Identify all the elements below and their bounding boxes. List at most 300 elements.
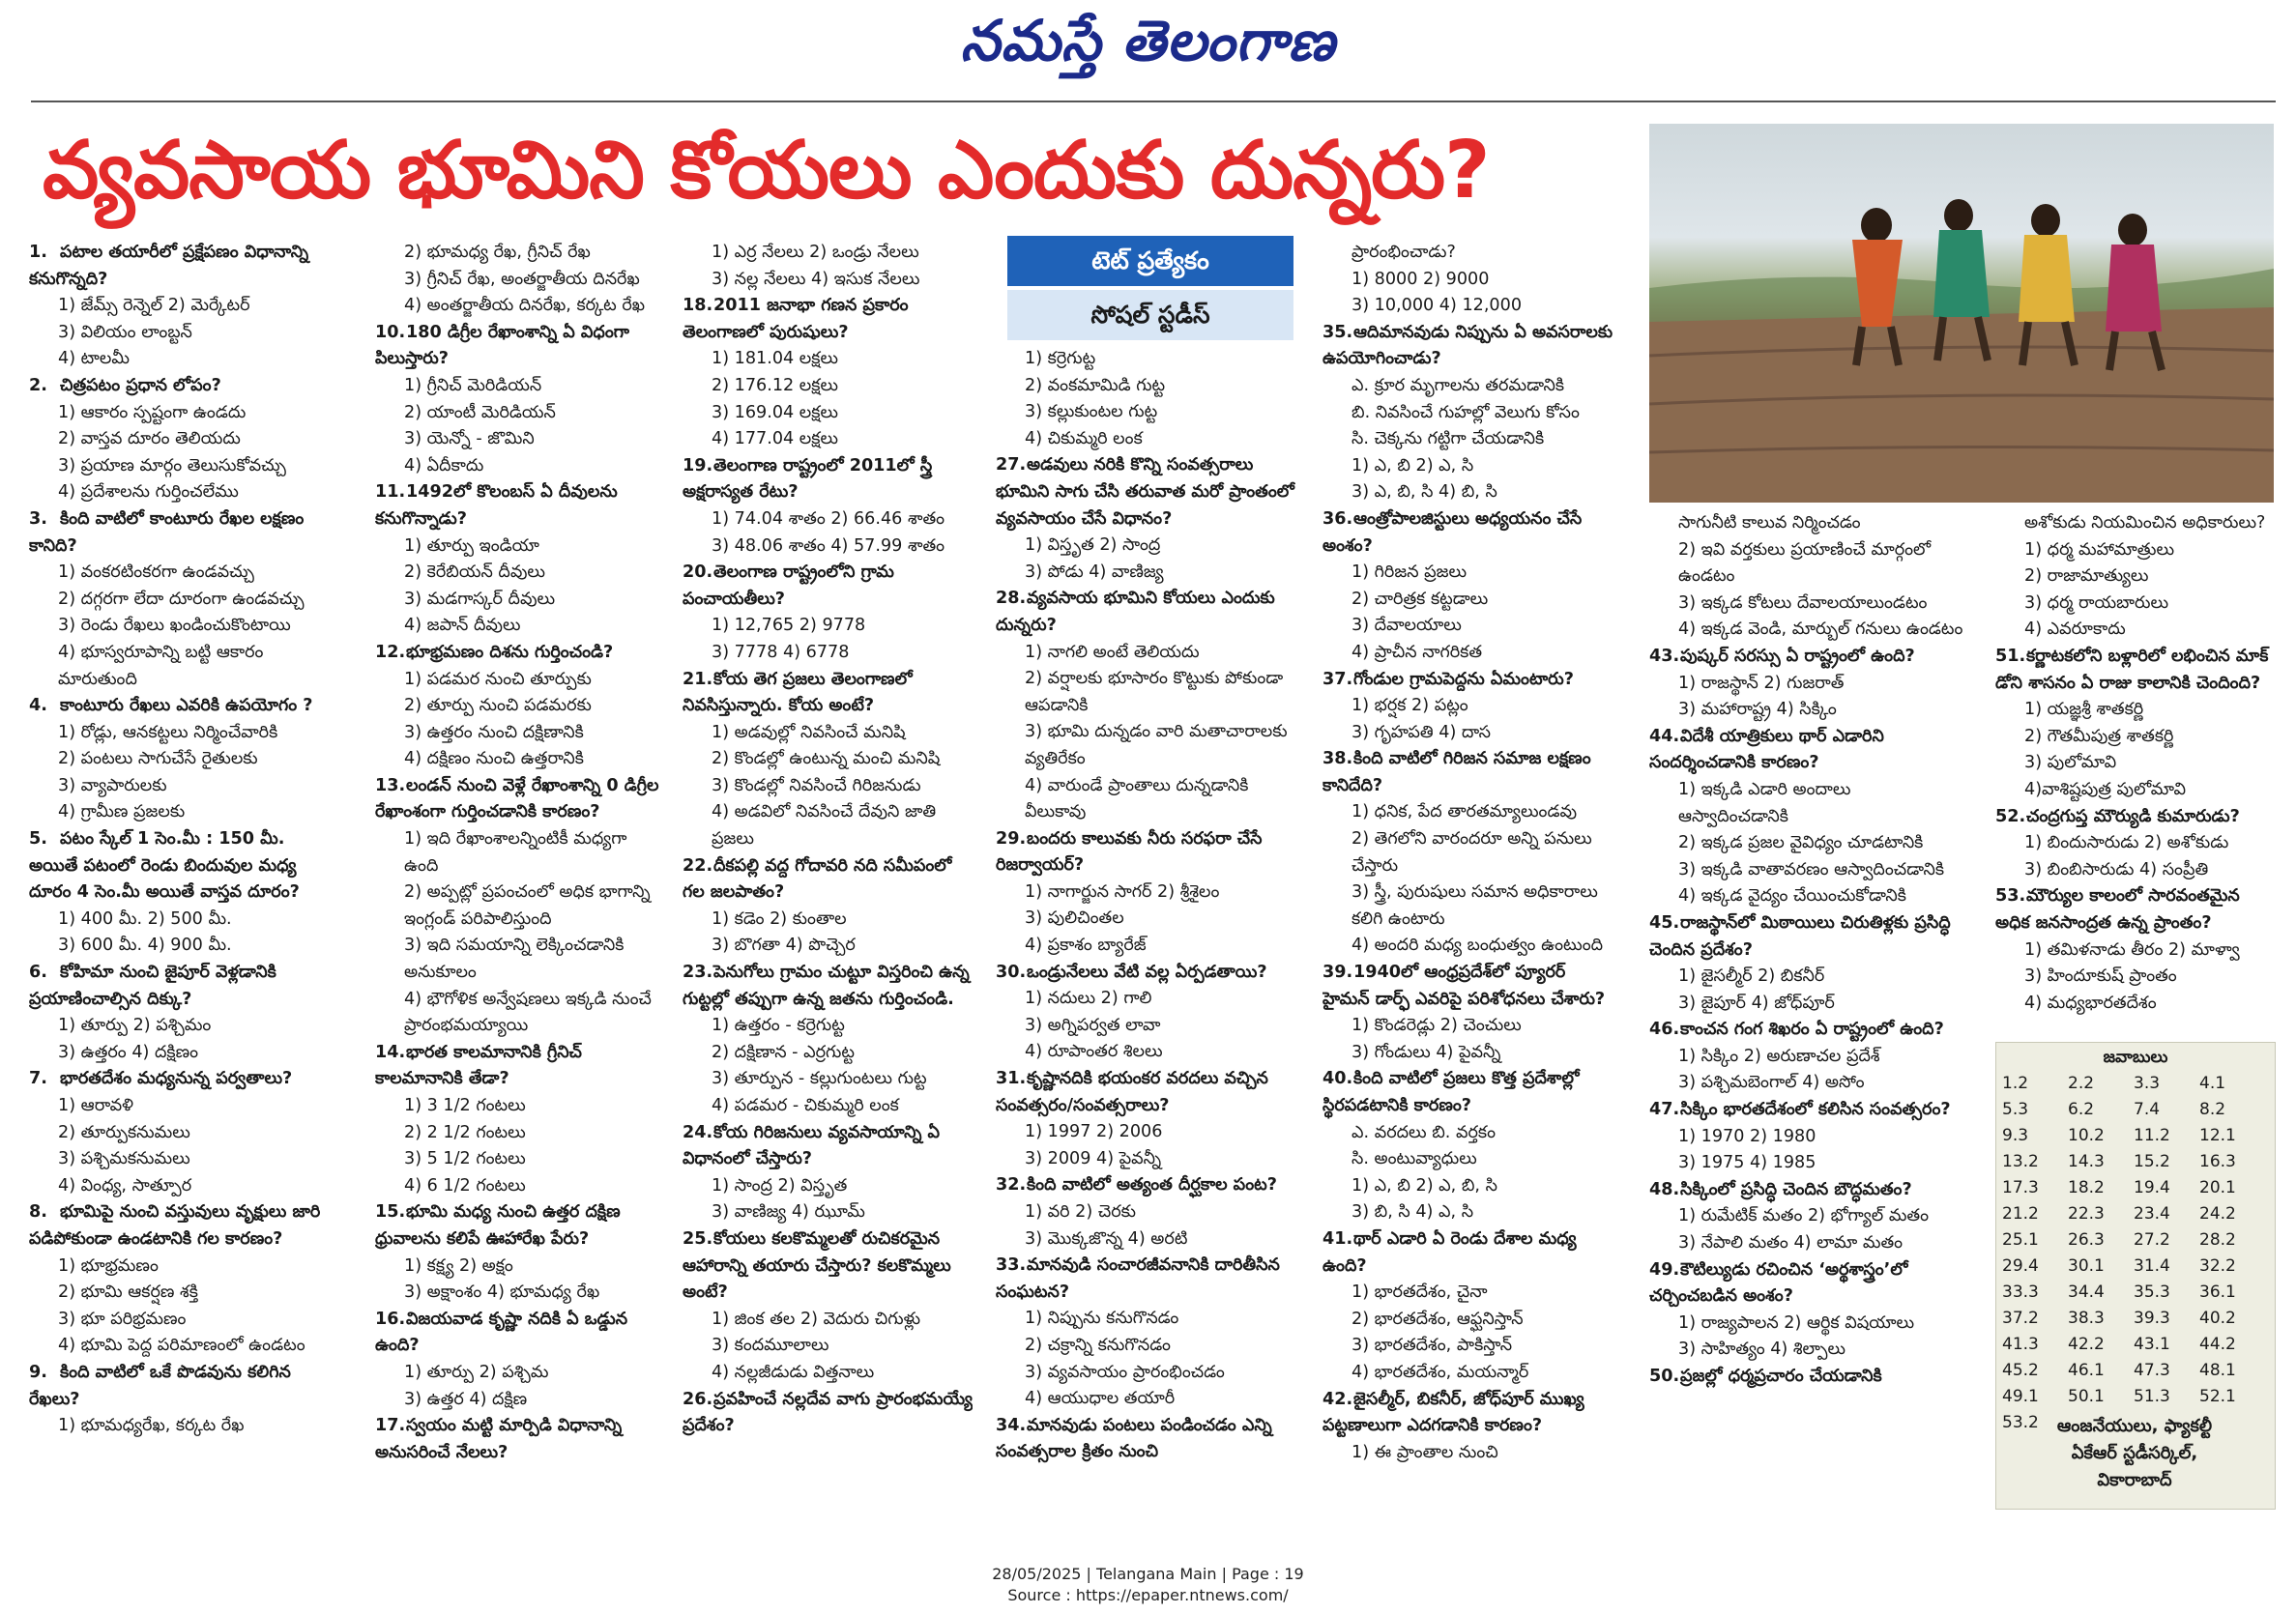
answer-option: 3) పులోమావి [2024,753,2117,773]
question-text: 1940లో ఆంధ్రప్రదేశ్‌లో ప్యూరర్ హైమన్ డార్ఫ్ ఎవరిపై పరిశోధనలు చేశారు? [1322,963,1606,1009]
question-number: 40. [1322,1069,1353,1089]
answer-option: 4) ఆయుధాల తయారీ [1025,1389,1176,1409]
question-text: కర్ణాటకలోని బళ్లారిలో లభించిన మాక్ డోని శాసనం ఏ రాజు కాలానికి చెందింది? [1995,646,2269,693]
question-text: పెనుగోలు గ్రామం చుట్టూ విస్తరించి ఉన్న గుట్టల్లో తప్పుగా ఉన్న జతను గుర్తించండి. [683,963,970,1009]
answer-option: 4) అందరి మధ్య బంధుత్వం ఉంటుంది [1351,936,1604,956]
answer-option: 1) రోడ్లు, ఆనకట్టలు నిర్మించేవారికి [58,722,278,742]
answer-option: 3) వాణిజ్య 4) ఝూమ్ [712,1202,865,1223]
answer-option: 3) ఇక్కడ కోటలు దేవాలయాలుండటం [1678,592,1928,613]
answer-option: 1) తూర్పు 2) పశ్చిమం [58,1016,212,1036]
question-text: సిక్కింలో ప్రసిద్ధి చెందిన బౌద్ధమతం? [1680,1179,1912,1199]
answer-key-cell: 53.2 [2002,1412,2039,1432]
answer-key-cell: 24.2 [2199,1203,2236,1224]
answer-option: 3) కందమూలాలు [712,1336,829,1356]
answer-key-row [2002,1357,2265,1383]
answer-option: 3) మహారాష్ట్ర 4) సిక్కిం [1678,700,1837,720]
answer-option: 2) భూమధ్య రేఖ, గ్రీనిచ్ రేఖ [404,243,591,262]
newspaper-masthead: నమస్తే తెలంగాణ [960,8,1336,73]
answer-option: 3) హిందూకుష్ ప్రాంతం [2024,966,2177,987]
answer-option: 1) 12,765 2) 9778 [712,616,866,636]
question-item [29,960,331,1013]
question-number: 4. [29,696,47,716]
answer-option: 2) రాజామాత్యులు [2024,566,2149,587]
answer-option: 4) మధ్యభారతదేశం [2024,993,2157,1013]
answer-key-cell: 36.1 [2199,1282,2236,1302]
question-text: థార్ ఎడారి ఏ రెండు దేశాల మధ్య ఉంది? [1322,1228,1577,1276]
question-text: భారతదేశం మధ్యనున్న పర్వతాలు? [60,1069,293,1089]
answer-option: 3) ఎ, బి, సి 4) బి, సి [1351,482,1497,503]
question-text: కృష్ణానదికి భయంకర వరదలు వచ్చిన సంవత్సరం/సంవత్సరాలు? [996,1069,1268,1115]
answer-option: 1) కడెం 2) కుంతాల [712,908,847,929]
answer-option: 1) బిందుసారుడు 2) అశోకుడు [2024,833,2229,853]
answer-option: 1) నదులు 2) గాలి [1025,989,1152,1009]
question-text: కౌటిల్యుడు రచించిన ‘అర్థశాస్త్రం’లో చర్చించబడిన అంశం? [1649,1259,1908,1307]
answer-option: 4) అడవిలో నివసించే దేవుని జాతి ప్రజలు [712,802,937,850]
answer-option: 2) భారతదేశం, ఆఫ్ఘనిస్తాన్ [1351,1309,1524,1329]
question-number: 41. [1322,1228,1353,1249]
question-number: 30. [996,962,1027,982]
answer-option: 4) నల్లజీడుడు విత్తనాలు [712,1362,875,1382]
answer-option: 3) ధర్మ రాయబారులు [2024,592,2169,613]
question-text: చంద్రగుప్త మౌర్యుడి కుమారుడు? [2026,806,2240,826]
answer-key-table [2002,1070,2265,1435]
answer-option: 1) ఆరావళి [58,1096,134,1115]
answer-option: 1) భారతదేశం, చైనా [1351,1283,1488,1303]
answer-key-cell: 6.2 [2068,1099,2095,1119]
question-text: గోండుల గ్రామపెద్దను ఏమంటారు? [1353,669,1574,689]
question-item [1649,724,1964,777]
question-text: ఆంత్రోపాలజిస్టులు అధ్యయనం చేసే అంశం? [1322,508,1583,556]
question-item [375,1040,659,1093]
answer-option: 3) గృహపతి 4) దాస [1351,722,1492,742]
answer-option: 1) గిరిజన ప్రజలు [1351,562,1468,583]
question-number: 44. [1649,726,1680,746]
question-item [29,373,331,400]
answer-option: 4) దక్షిణం నుంచి ఉత్తరానికి [404,749,584,769]
question-text: భూమిపై నుంచి వస్తువులు వృక్షులు జారి పడిపోకుండా ఉండటానికి గల కారణం? [29,1202,321,1249]
answer-option: 4) 177.04 లక్షలు [712,429,839,449]
answer-option: 3) 169.04 లక్షలు [712,402,839,422]
answer-option: 2) 2 1/2 గంటలు [404,1122,526,1142]
answer-key-row [2002,1148,2265,1174]
answer-key-cell: 30.1 [2068,1255,2105,1276]
question-text: కోహిమా నుంచి జైపూర్ వెళ్లడానికి ప్రయాణించాల్సిన దిక్కు? [29,963,276,1009]
answer-option: 4) ప్రకాశం బ్యారేజ్ [1025,936,1147,956]
author-credit-line: వికారాబాద్ [2097,1470,2172,1490]
question-text: అడవులు నరికి కొన్ని సంవత్సరాలు భూమిని సాగు చేసి తరువాత మరో ప్రాంతంలో వ్యవసాయం చేసే విధానం? [996,455,1294,529]
answer-key-cell: 3.3 [2134,1073,2161,1093]
question-item [683,667,973,720]
answer-key-cell: 17.3 [2002,1177,2039,1197]
answer-option: 3) వ్యవసాయం ప్రారంభించడం [1025,1362,1225,1382]
answer-option: 3) అక్షాంశం 4) భూమధ్య రేఖ [404,1283,600,1303]
question-item [375,1199,659,1253]
question-item [683,1226,973,1307]
answer-option: 1) రాజస్థాన్ 2) గుజరాత్ [1678,673,1845,693]
answer-option: 3) భారతదేశం, పాకిస్తాన్ [1351,1336,1513,1356]
page-footer [0,1564,2296,1606]
answer-option: 2) తూర్పు నుంచి పడమరకు [404,696,592,716]
answer-option: 3) 1975 4) 1985 [1678,1153,1816,1173]
answer-option: 3) జైపూర్ 4) జోధ్‌పూర్ [1678,993,1835,1013]
question-text: మానవుడి సంచారజీవనానికి దారితీసిన సంఘటన? [996,1255,1280,1302]
answer-key-cell: 42.2 [2068,1334,2105,1354]
answer-key-cell: 39.3 [2134,1308,2170,1328]
answer-option: 1) జేమ్స్ రెన్నెల్ 2) మెర్కేటర్ [58,296,250,316]
answer-option: 3) ఉత్తర 4) దక్షిణ [404,1389,528,1409]
answer-option: అశోకుడు నియమించిన అధికారులు? [2024,513,2266,533]
answer-option: 3) 7778 4) 6778 [712,642,850,662]
answer-option: 1) కర్రెగుట్ట [1025,349,1096,368]
answer-option: 3) యెన్నో - జొమిని [404,429,535,449]
answer-option: 4) ఎవరూకాదు [2024,620,2126,640]
answer-key-cell: 15.2 [2134,1151,2170,1171]
question-number: 32. [996,1175,1027,1196]
question-item [1322,1387,1618,1440]
answer-option: సి. అంటువ్యాధులు [1351,1149,1477,1169]
question-number: 15. [375,1202,406,1223]
answer-key-cell: 11.2 [2134,1125,2170,1145]
answer-option: 1) ఉత్తరం - కర్రెగుట్ట [712,1016,845,1036]
question-text: సిక్కిం భారతదేశంలో కలిసిన సంవత్సరం? [1680,1100,1951,1120]
answer-option: 3) నేపాలి మతం 4) లామా మతం [1678,1233,1904,1254]
answer-option: 1) ధర్మ మహామాత్రులు [2024,539,2175,560]
answer-key-cell: 27.2 [2134,1229,2170,1250]
answer-option: 4) భౌగోళిక అన్వేషణలు ఇక్కడి నుంచే ప్రారంభమయ్యాయి [404,989,652,1036]
question-item [1322,1226,1618,1280]
answer-option: 4) రూపాంతర శిలలు [1025,1042,1163,1062]
answer-option: 1) నాగలి అంటే తెలియదు [1025,642,1200,662]
answer-key-row [2002,1096,2265,1122]
question-number: 21. [683,669,713,689]
question-item [29,826,331,907]
answer-option: 1) నిప్పును కనుగొనడం [1025,1309,1179,1329]
question-text: కింది వాటిలో ప్రజలు కొత్త ప్రదేశాల్లో స్థిరపడటానికి కారణం? [1322,1069,1580,1115]
question-number: 3. [29,508,47,529]
question-text: కింది వాటిలో అత్యంత దీర్ఘకాల పంట? [1027,1175,1277,1196]
question-number: 28. [996,589,1027,609]
answer-key-cell: 14.3 [2068,1151,2105,1171]
answer-option: బి. నివసించే గుహల్లో వెలుగు కోసం [1351,402,1580,422]
answer-key-cell: 32.2 [2199,1255,2236,1276]
answer-option: 2) తెగలోని వారందరూ అన్ని పనులు చేస్తారు [1351,829,1592,876]
question-item [1322,746,1618,799]
answer-option: 1) 1970 2) 1980 [1678,1126,1816,1146]
answer-key-cell: 33.3 [2002,1282,2039,1302]
question-item [1649,1177,1964,1204]
question-item [29,240,331,293]
answer-option: 4) ఇక్కడ వైద్యం చేయించుకోడానికి [1678,886,1906,907]
answer-option: 3) వ్యాపారులకు [58,775,167,795]
question-text: మౌర్యుల కాలంలో సారవంతమైన అధిక జనసాంద్రత ఉన్న ప్రాంతం? [1995,886,2240,933]
question-item [996,1172,1295,1199]
question-item [1649,1364,1964,1391]
question-text: కింది వాటిలో గిరిజన సమాజ లక్షణం కానిదేది? [1322,749,1591,795]
question-number: 53. [1995,886,2026,907]
answer-option: 3) బి, సి 4) ఎ, సి [1351,1202,1474,1223]
answer-option: 2) ఇవి వర్తకులు ప్రయాణించే మార్గంలో ఉండటం [1678,539,1932,587]
question-text: భూభ్రమణం దిశను గుర్తించండి? [406,642,614,662]
answer-option: 2) అప్పట్లో ప్రపంచంలో అధిక భాగాన్ని ఇంగ్లండ్ పరిపాలిస్తుంది [404,882,651,929]
answer-option: 4) ప్రాచీన నాగరికత [1351,642,1483,662]
question-text: చిత్రపటం ప్రధాన లోపం? [60,375,221,395]
answer-option: 4) భారతదేశం, మయన్మార్ [1351,1362,1529,1382]
answer-key-cell: 34.4 [2068,1282,2105,1302]
answer-option: 2) కొండల్లో ఉంటున్న మంచి మనిషి [712,749,941,769]
question-text: స్వయం మట్టి మార్పిడి విధానాన్ని అనుసరించే నేలలు? [375,1416,623,1462]
answer-option: 1) ఆకారం స్పష్టంగా ఉండదు [58,402,247,422]
question-item [683,293,973,346]
answer-option: 3) పశ్చిమబెంగాల్ 4) అసోం [1678,1073,1865,1093]
answer-option: 3) బింబిసారుడు 4) సంప్రీతి [2024,859,2209,879]
answer-option: 4) వింధ్య, సాత్పూర [58,1175,192,1196]
question-number: 7. [29,1069,47,1089]
answer-option: 4) ఇక్కడ వెండి, మార్బుల్ గనులు ఉండటం [1678,620,1963,640]
answer-option: 1) కక్ష్య 2) అక్షం [404,1255,513,1276]
answer-option: 2) వర్షాలకు భూసారం కొట్టుకు పోకుండా ఆపడానికి [1025,669,1284,715]
answer-key-cell: 47.3 [2134,1360,2170,1380]
answer-option: 1) ఇది రేఖాంశాలన్నింటికీ మధ్యగా ఉంది [404,829,627,876]
answer-key-cell: 37.2 [2002,1308,2039,1328]
question-column-3 [683,240,973,1506]
question-text: పుష్కర్ సరస్సు ఏ రాష్ట్రంలో ఉంది? [1680,646,1915,666]
question-item [996,1066,1295,1119]
answer-key-row [2002,1383,2265,1409]
answer-key-cell: 28.2 [2199,1229,2236,1250]
question-number: 11. [375,482,406,503]
answer-option: 4) అంతర్జాతీయ దినరేఖ, కర్కట రేఖ [404,296,646,316]
answer-key-cell: 2.2 [2068,1073,2095,1093]
answer-option: 1) భర్షక 2) పట్లం [1351,696,1468,716]
answer-key-cell: 44.2 [2199,1334,2236,1354]
question-text: ఆదిమానవుడు నిప్పును ఏ అవసరాలకు ఉపయోగించాడు? [1322,322,1613,369]
answer-key-cell: 23.4 [2134,1203,2170,1224]
question-item [1649,644,1964,671]
answer-key-cell: 13.2 [2002,1151,2039,1171]
answer-option: 3) పశ్చిమకనుమలు [58,1149,190,1169]
answer-option: 2) గౌతమీపుత్ర శాతకర్ణి [2024,726,2174,746]
question-text: రాజస్థాన్‌లో మిఠాయిలు చిరుతిళ్లకు ప్రసిద్ధి చెందిన ప్రదేశం? [1649,912,1951,960]
question-item [996,1413,1295,1466]
question-number: 18. [683,296,713,316]
answer-key-cell: 50.1 [2068,1386,2105,1406]
answer-option: 2) చారిత్రక కట్టడాలు [1351,589,1489,609]
question-number: 8. [29,1202,47,1223]
question-number: 2. [29,375,47,395]
answer-option: 1) రుమేటిక్ మతం 2) భోగ్యాల్ మతం [1678,1206,1930,1226]
answer-option: 3) కల్లుకుంటల గుట్ట [1025,402,1158,422]
question-item [375,479,659,533]
answer-option: 3) పులిచింతల [1025,908,1124,929]
answer-option: 1) జైసల్మీర్ 2) బికనీర్ [1678,966,1825,987]
answer-key-row [2002,1200,2265,1226]
answer-key-row [2002,1253,2265,1279]
answer-key-cell: 51.3 [2134,1386,2170,1406]
answer-option: 3) 10,000 4) 12,000 [1351,296,1523,316]
answer-option: 3) మడగాస్కర్ దీవులు [404,589,556,609]
question-text: 2011 జనాభా గణన ప్రకారం తెలంగాణలో పురుషులు? [683,296,909,342]
article-headline: వ్యవసాయ భూమిని కోయలు ఎందుకు దున్నరు? [43,125,1490,216]
question-number: 34. [996,1415,1027,1435]
question-number: 26. [683,1389,713,1409]
question-item [683,1120,973,1173]
question-item [1995,644,2276,697]
question-item [683,453,973,506]
question-number: 1. [29,243,47,262]
answer-option: 1) భూభ్రమణం [58,1255,159,1276]
question-number: 23. [683,963,713,983]
question-number: 27. [996,455,1027,476]
answer-key-row [2002,1122,2265,1148]
answer-key-cell: 26.3 [2068,1229,2105,1250]
question-text: కాంచన గంగ శిఖరం ఏ రాష్ట్రంలో ఉంది? [1680,1020,1944,1040]
answer-option: 3) మొక్కజొన్న 4) అరటి [1025,1228,1188,1249]
question-number: 16. [375,1309,406,1329]
answer-option: 4) పడమర - చికుమ్మరి లంక [712,1096,899,1115]
question-number: 39. [1322,963,1353,983]
question-item [1322,1066,1618,1119]
answer-option: 4) ఏదీకాదు [404,455,484,476]
question-text: బందరు కాలువకు నీరు సరఫరా చేసే రిజర్వాయర్? [996,828,1263,876]
answer-option: 1) 400 మీ. 2) 500 మీ. [58,908,232,929]
answer-option: 4) ప్రదేశాలను గుర్తించలేము [58,482,239,503]
question-text: తెలంగాణ రాష్ట్రంలోని గ్రామ పంచాయతీలు? [683,562,894,609]
question-text: లండన్ నుంచి వెళ్లే రేఖాంశాన్ని 0 డిగ్రీల రేఖాంశంగా గుర్తించడానికి కారణం? [375,775,659,822]
answer-option: 3) 600 మీ. 4) 900 మీ. [58,936,232,956]
answer-option: 1) ఎర్ర నేలలు 2) ఒండ్రు నేలలు [712,243,919,262]
question-number: 45. [1649,912,1680,933]
question-number: 22. [683,855,713,876]
question-text: కోయలు కలకొమ్మలతో రుచికరమైన ఆహారాన్ని తయారు చేస్తారు? కలకొమ్మలు అంటే? [683,1228,951,1303]
answer-key-cell: 43.1 [2134,1334,2170,1354]
answer-key-row [2002,1279,2265,1305]
question-number: 12. [375,642,406,662]
answer-key-row [2002,1331,2265,1357]
answer-option: ఎ. క్రూర మృగాలను తరమడానికి [1351,375,1565,395]
answer-option: 3) ఉత్తరం 4) దక్షిణం [58,1042,199,1062]
question-number: 50. [1649,1367,1680,1386]
answer-option: 1) 3 1/2 గంటలు [404,1096,526,1115]
answer-option: 4) భూమి పెద్ద పరిమాణంలో ఉండటం [58,1336,305,1356]
answer-option: 2) వాస్తవ దూరం తెలియదు [58,429,241,449]
answer-option: 1) ఎ, బి 2) ఎ, బి, సి [1351,1175,1497,1196]
question-number: 33. [996,1255,1027,1276]
subject-tag: సోషల్ స్టడీస్ [1007,290,1293,340]
question-number: 19. [683,455,713,476]
answer-option: 1) గ్రీనిచ్ మెరిడియన్ [404,375,542,395]
answer-option: 1) 1997 2) 2006 [1025,1122,1163,1142]
question-number: 46. [1649,1020,1680,1040]
answer-key-cell: 46.1 [2068,1360,2105,1380]
answer-key-cell: 9.3 [2002,1125,2029,1145]
answer-option: 3) గ్రీనిచ్ రేఖ, అంతర్జాతీయ దినరేఖ [404,269,640,289]
question-column-1 [29,240,331,1506]
question-item [1322,960,1618,1013]
answer-option: 1) ధనిక, పేద తారతమ్యాలుండవు [1351,802,1578,822]
answer-option: 1) కొండరెడ్లు 2) చెంచులు [1351,1016,1522,1036]
answer-key-cell: 41.3 [2002,1334,2039,1354]
answer-option: 1) ఎ, బి 2) ఎ, సి [1351,455,1474,476]
question-text: వ్యవసాయ భూమిని కోయలు ఎందుకు దున్నరు? [996,589,1275,635]
answer-option: 1) 181.04 లక్షలు [712,349,839,369]
answer-option: ప్రారంభించాడు? [1351,243,1456,262]
question-item [1322,667,1618,694]
answer-option: 1) పడమర నుంచి తూర్పుకు [404,669,592,689]
question-number: 48. [1649,1179,1680,1199]
answer-key-cell: 52.1 [2199,1386,2236,1406]
answer-option: 3) ప్రయాణ మార్గం తెలుసుకోవచ్చు [58,455,286,476]
answer-option: 4) 6 1/2 గంటలు [404,1175,526,1196]
question-number: 37. [1322,669,1353,689]
question-number: 29. [996,828,1027,849]
question-number: 52. [1995,806,2026,826]
answer-option: 4) జపాన్ దీవులు [404,616,521,636]
answer-key-cell: 22.3 [2068,1203,2105,1224]
question-item [29,1360,331,1413]
answer-option: 4) చికుమ్మరి లంక [1025,428,1143,448]
question-item [1995,883,2276,937]
question-number: 5. [29,829,47,850]
answer-option: 2) కెరేబియన్ దీవులు [404,562,545,583]
answer-option: 3) ఇది సమయాన్ని లెక్కించడానికి అనుకూలం [404,936,625,983]
question-number: 24. [683,1122,713,1142]
answer-key-cell: 4.1 [2199,1073,2226,1093]
answer-option: 1) భూమధ్యరేఖ, కర్కట రేఖ [58,1416,245,1436]
question-column-4 [996,346,1295,1506]
answer-option: 1) 8000 2) 9000 [1351,269,1490,289]
answer-key-cell: 49.1 [2002,1386,2039,1406]
question-number: 14. [375,1042,406,1062]
answer-option: 2) పంటలు సాగుచేసే రైతులకు [58,749,258,769]
answer-option: 3) పోడు 4) వాణిజ్య [1025,562,1164,582]
question-item [1649,1017,1964,1044]
question-text: మానవుడు పంటలు పండించడం ఎన్ని సంవత్సరాల క్రితం నుంచి [996,1415,1272,1462]
question-text: ప్రవహించే నల్లదేవ వాగు ప్రారంభమయ్యే ప్రదేశం? [683,1389,973,1436]
footer-date-page: 28/05/2025 | Telangana Main | Page : 19 [992,1565,1304,1583]
answer-option: 3) విలియం లాంబ్టన్ [58,322,192,342]
question-text: కోయ గిరిజనులు వ్యవసాయాన్ని ఏ విధానంలో చేస్తారు? [683,1122,941,1169]
question-item [1649,1097,1964,1124]
answer-option: సి. చెక్కను గట్టిగా చేయడానికి [1351,429,1545,449]
answer-option: 3) రెండు రేఖలు ఖండించుకొంటాయి [58,616,291,636]
answer-option: 3) సాహిత్యం 4) శిల్పాలు [1678,1340,1846,1360]
answer-key-cell: 25.1 [2002,1229,2039,1250]
question-text: కింది వాటిలో కాంటూరు రేఖల లక్షణం కానిది? [29,508,305,556]
answer-key-cell: 29.4 [2002,1255,2039,1276]
question-text: భూమి మధ్య నుంచి ఉత్తర దక్షిణ ధ్రువాలను కలిపే ఊహారేఖ పేరు? [375,1202,621,1249]
answer-option: 3) 48.06 శాతం 4) 57.99 శాతం [712,535,945,556]
answer-option: 2) తూర్పుకనుమలు [58,1122,190,1142]
answer-key-cell: 16.3 [2199,1151,2236,1171]
question-text: పటాల తయారీలో ప్రక్షేపణం విధానాన్ని కనుగొన్నది? [29,243,309,289]
answer-option: 1) రాజ్యపాలన 2) ఆర్థిక విషయాలు [1678,1312,1915,1333]
question-number: 6. [29,963,47,983]
question-item [375,640,659,667]
answer-option: 3) 5 1/2 గంటలు [404,1149,526,1169]
answer-key-cell: 7.4 [2134,1099,2161,1119]
answer-option: 1) సిక్కిం 2) అరుణాచల ప్రదేశ్ [1678,1046,1880,1066]
question-number: 20. [683,562,713,583]
answer-option: సాగునీటి కాలువ నిర్మించడం [1678,513,1861,533]
answer-option: 1) 74.04 శాతం 2) 66.46 శాతం [712,508,945,529]
author-credit-line: ఆంజనేయులు, ఫ్యాకల్టీ [2056,1416,2213,1436]
question-column-7 [1995,510,2276,1023]
answer-option: 3) ఇక్కడి వాతావరణం ఆస్వాదించడానికి [1678,859,1945,879]
question-number: 51. [1995,646,2026,666]
question-item [996,1253,1295,1306]
answer-option: ఎ. వరదలు బి. వర్తకం [1351,1122,1497,1142]
answer-option: 1) వంకరటింకరగా ఉండవచ్చు [58,562,254,583]
